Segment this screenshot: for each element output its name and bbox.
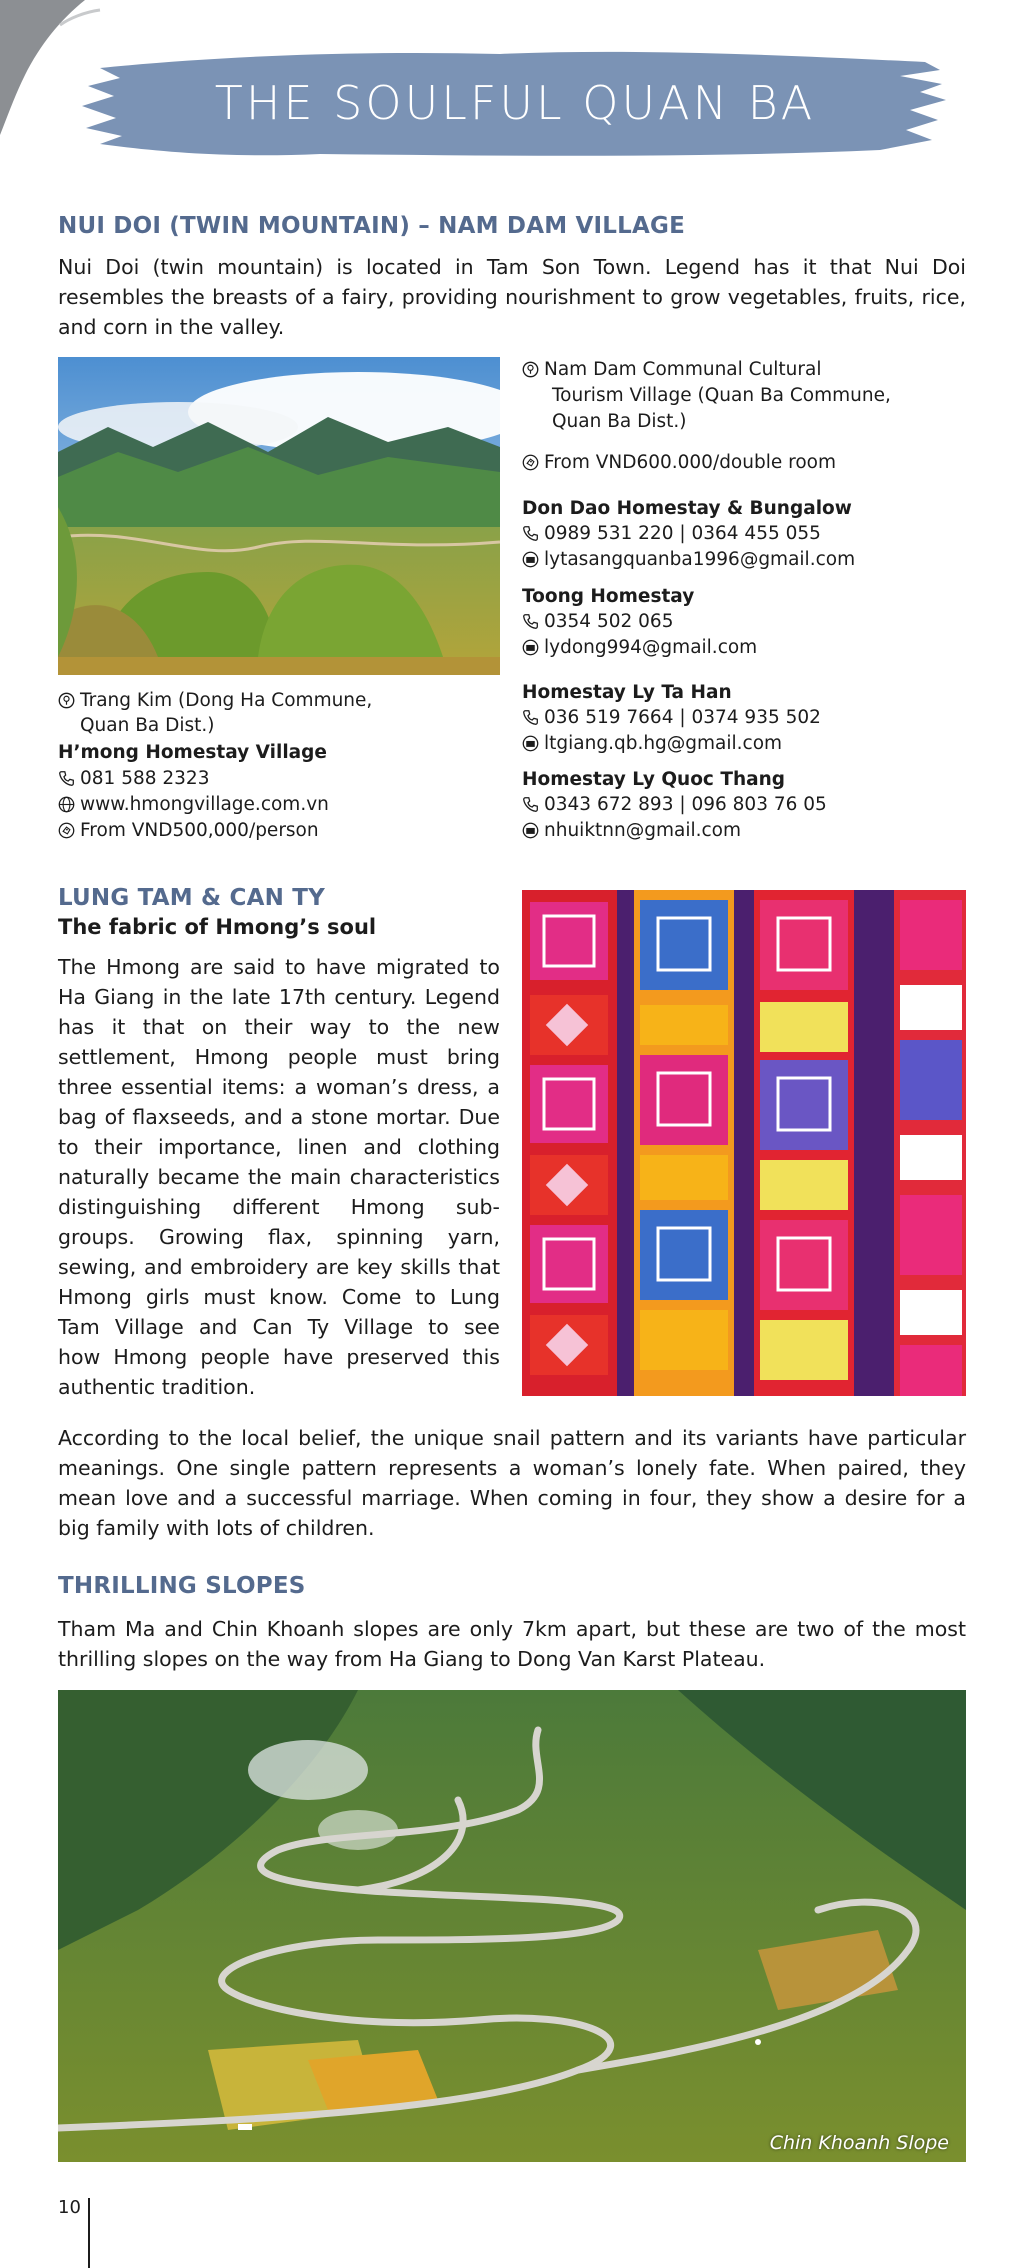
lung-tam-belief: According to the local belief, the unique snail pattern and its variants have particular meanings. One single pattern represents a woman’s lonely fate. When paired, they mean love and a successful marriage. When coming in four, they show a desire for a big family with lots of children. [58,1426,966,1540]
lung-tam-word: said [233,955,276,979]
homestay-phone: 036 519 7664 | 0374 935 502 [544,707,821,728]
lung-tam-word: Ty [307,1315,330,1339]
twin-mountain-photo [58,357,500,675]
lung-tam-word: Due [458,1105,500,1129]
lung-tam-word: of [104,1105,125,1129]
hmong-fabric-photo [522,890,966,1396]
lung-tam-word: Village [114,1315,184,1339]
lung-tam-word: main [290,1165,342,1189]
lung-tam-word: key [356,1255,393,1279]
lung-tam-word: Hmong [194,1045,269,1069]
lung-tam-word: how [58,1345,101,1369]
left-website-line [58,792,498,817]
lung-tam-word: see [464,1315,500,1339]
lung-tam-word: Hmong [106,955,181,979]
lung-tam-word: have [315,955,367,979]
lung-tam-word: on [201,1015,228,1039]
right-price: From VND600.000/double room [544,452,836,473]
lung-tam-word: to [415,1285,436,1309]
right-address-text3: Quan Ba Dist.) [552,411,687,432]
lung-tam-word: Legend [424,985,500,1009]
homestay-name: Toong Homestay [522,586,695,607]
lung-tam-word: The [58,955,97,979]
lung-tam-word: must [376,1045,428,1069]
email-icon [522,818,544,843]
lung-tam-word: the [406,1015,441,1039]
homestay-phone-line [522,521,966,546]
lung-tam-body-line [58,1252,500,1282]
lung-tam-word: a [294,1075,308,1099]
lung-tam-word: Tam [58,1315,100,1339]
lung-tam-word: clothing [417,1135,500,1159]
lung-tam-word: Hmong [113,1345,188,1369]
location-pin-icon [58,688,80,713]
homestay-email[interactable]: lydong994@gmail.com [544,637,758,658]
lung-tam-word: have [282,1345,334,1369]
lung-tam-body-line [58,952,500,982]
price-tag-icon [58,818,80,843]
lung-tam-body-line [58,1012,500,1042]
right-address-line2 [552,383,966,408]
right-address-line1 [522,357,966,382]
lung-tam-word: that [458,1255,500,1279]
lung-tam-word: mortar. [376,1105,451,1129]
right-address-text2: Tourism Village (Quan Ba Commune, [552,385,891,406]
left-address-text2: Quan Ba Dist.) [80,715,215,736]
lung-tam-word: late [231,985,271,1009]
right-address-text1: Nam Dam Communal Cultural [544,359,822,380]
lung-tam-word: sewing, [58,1255,137,1279]
lung-tam-word: way [309,1015,352,1039]
lung-tam-word: different [232,1195,320,1219]
lung-tam-word: are [190,955,224,979]
lung-tam-body-line [58,1342,500,1372]
lung-tam-word: new [457,1015,500,1039]
lung-tam-word: embroidery [190,1255,309,1279]
lung-tam-word: and [198,1315,238,1339]
email-icon [522,635,544,660]
left-price-line [58,818,498,843]
location-pin-icon [522,357,544,382]
lung-tam-word: to [368,1015,390,1039]
banner-title: THE SOULFUL QUAN BA [214,75,816,130]
lung-tam-body-line [58,1192,500,1222]
lung-tam-word: people [200,1345,270,1369]
homestay-email[interactable]: nhuiktnn@gmail.com [544,820,742,841]
lung-tam-word: 17th [278,985,327,1009]
lung-tam-word: Can [252,1315,293,1339]
lung-tam-word: spinning [336,1225,424,1249]
lung-tam-word: know. [269,1285,328,1309]
homestay-phone-line [522,792,966,817]
lung-tam-word: must [203,1285,256,1309]
lung-tam-word: sub- [455,1195,500,1219]
phone-icon [522,792,544,817]
homestay-email[interactable]: lytasangquanba1996@gmail.com [544,549,856,570]
homestay-name: Homestay Ly Quoc Thang [522,769,786,790]
lung-tam-word: Village [344,1315,414,1339]
lung-tam-word: stone [311,1105,369,1129]
lung-tam-body-line [58,1102,500,1132]
lung-tam-subheading: The fabric of Hmong’s soul [58,915,377,939]
left-address-line2 [80,713,500,738]
lung-tam-body-line [58,1162,500,1192]
lung-tam-word: their [244,1015,293,1039]
lung-tam-word: are [315,1255,350,1279]
homestay-email-line [522,635,966,660]
phone-icon [58,766,80,791]
right-address-line3 [552,409,966,434]
lung-tam-word: this [462,1345,500,1369]
lung-tam-word: Ha [58,985,86,1009]
lung-tam-word: to [479,955,500,979]
lung-tam-body-line [58,1312,500,1342]
lung-tam-word: importance, [158,1135,282,1159]
lung-tam-word: century. [334,985,417,1009]
lung-tam-word: flaxseeds, [132,1105,237,1129]
homestay-email-line [522,547,966,572]
lung-tam-word: yarn, [447,1225,500,1249]
lung-tam-word: characteristics [349,1165,500,1189]
left-website[interactable]: www.hmongvillage.com.vn [80,794,329,815]
lung-tam-word: essential [121,1075,213,1099]
lung-tam-word: flax, [268,1225,313,1249]
lung-tam-word: has [58,1015,95,1039]
section-heading-slopes: THRILLING SLOPES [58,1573,306,1599]
lung-tam-word: linen [297,1135,348,1159]
lung-tam-word: became [157,1165,240,1189]
lung-tam-word: items: [221,1075,286,1099]
email-icon [522,547,544,572]
lung-tam-word: migrated [376,955,470,979]
left-homestay-name: H’mong Homestay Village [58,742,327,763]
homestay-phone-line [522,705,966,730]
phone-icon [522,705,544,730]
left-address-text1: Trang Kim (Dong Ha Commune, [80,690,373,711]
homestay-name: Homestay Ly Ta Han [522,682,732,703]
homestay-name: Don Dao Homestay & Bungalow [522,498,852,519]
lung-tam-word: dress, [417,1075,479,1099]
slopes-body: Tham Ma and Chin Khoanh slopes are only 7km apart, but these are two of the most thrilling slopes on the way from Ha Giang to Dong Van Karst Plateau. [58,1617,966,1671]
lung-tam-word: Growing [158,1225,244,1249]
globe-icon [58,792,80,817]
left-address-line1 [58,688,498,713]
lung-tam-word: Lung [449,1285,500,1309]
lung-tam-body-line [58,1222,500,1252]
lung-tam-body-line [58,1282,500,1312]
phone-icon [522,521,544,546]
lung-tam-word: bring [446,1045,500,1069]
homestay-phone: 0354 502 065 [544,611,674,632]
lung-tam-word: Giang [94,985,155,1009]
lung-tam-body-line: authentic tradition. [58,1375,256,1399]
lung-tam-word: and [244,1105,283,1129]
page-number: 10 [58,2197,81,2218]
lung-tam-word: bag [58,1105,97,1129]
lung-tam-body-line [58,982,500,1012]
right-price-line [522,450,966,475]
phone-icon [522,609,544,634]
photo-caption: Chin Khoanh Slope [769,2132,949,2154]
left-phone-line [58,766,498,791]
lung-tam-word: three [58,1075,113,1099]
lung-tam-word: Come [341,1285,402,1309]
lung-tam-word: preserved [346,1345,450,1369]
homestay-email[interactable]: ltgiang.qb.hg@gmail.com [544,733,783,754]
lung-tam-word: a [487,1075,500,1099]
footer-divider [88,2198,90,2268]
homestay-phone: 0989 531 220 | 0364 455 055 [544,523,821,544]
lung-tam-word: people [287,1045,358,1069]
lung-tam-body-line [58,1042,500,1072]
lung-tam-word: naturally [58,1165,150,1189]
section-heading-nui-doi: NUI DOI (TWIN MOUNTAIN) – NAM DAM VILLAGE [58,213,685,239]
lung-tam-word: a [290,1105,304,1129]
chin-khoanh-slope-photo [58,1690,966,2162]
homestay-phone: 0343 672 893 | 096 803 76 05 [544,794,827,815]
homestay-email-line [522,731,966,756]
section-heading-lung-tam: LUNG TAM & CAN TY [58,885,325,911]
lung-tam-word: that [142,1015,185,1039]
lung-tam-word: the [248,1165,282,1189]
title-banner [80,40,950,165]
lung-tam-word: settlement, [58,1045,176,1069]
lung-tam-body-line [58,1072,500,1102]
lung-tam-body [58,952,500,1402]
lung-tam-word: to [285,955,306,979]
price-tag-icon [522,450,544,475]
left-price: From VND500,000/person [80,820,319,841]
lung-tam-word: to [58,1135,79,1159]
lung-tam-word: distinguishing [58,1195,202,1219]
homestay-phone-line [522,609,966,634]
lung-tam-word: girls [145,1285,190,1309]
lung-tam-word: and [143,1255,183,1279]
homestay-email-line [522,818,966,843]
lung-tam-word: Hmong [350,1195,425,1219]
lung-tam-body-line [58,1132,500,1162]
lung-tam-word: it [111,1015,126,1039]
email-icon [522,731,544,756]
lung-tam-word: the [189,985,224,1009]
lung-tam-word: skills [400,1255,451,1279]
lung-tam-word: and [363,1135,402,1159]
lung-tam-word: in [162,985,182,1009]
nui-doi-intro: Nui Doi (twin mountain) is located in Tam Son Town. Legend has it that Nui Doi resembles the breasts of a fairy, providing nourishment to grow vegetables, fruits, rice, and corn in the valley. [58,255,966,339]
left-phone: 081 588 2323 [80,768,210,789]
lung-tam-word: their [94,1135,143,1159]
lung-tam-word: Hmong [58,1285,132,1309]
lung-tam-word: to [428,1315,449,1339]
lung-tam-word: groups. [58,1225,135,1249]
lung-tam-word: woman’s [316,1075,409,1099]
